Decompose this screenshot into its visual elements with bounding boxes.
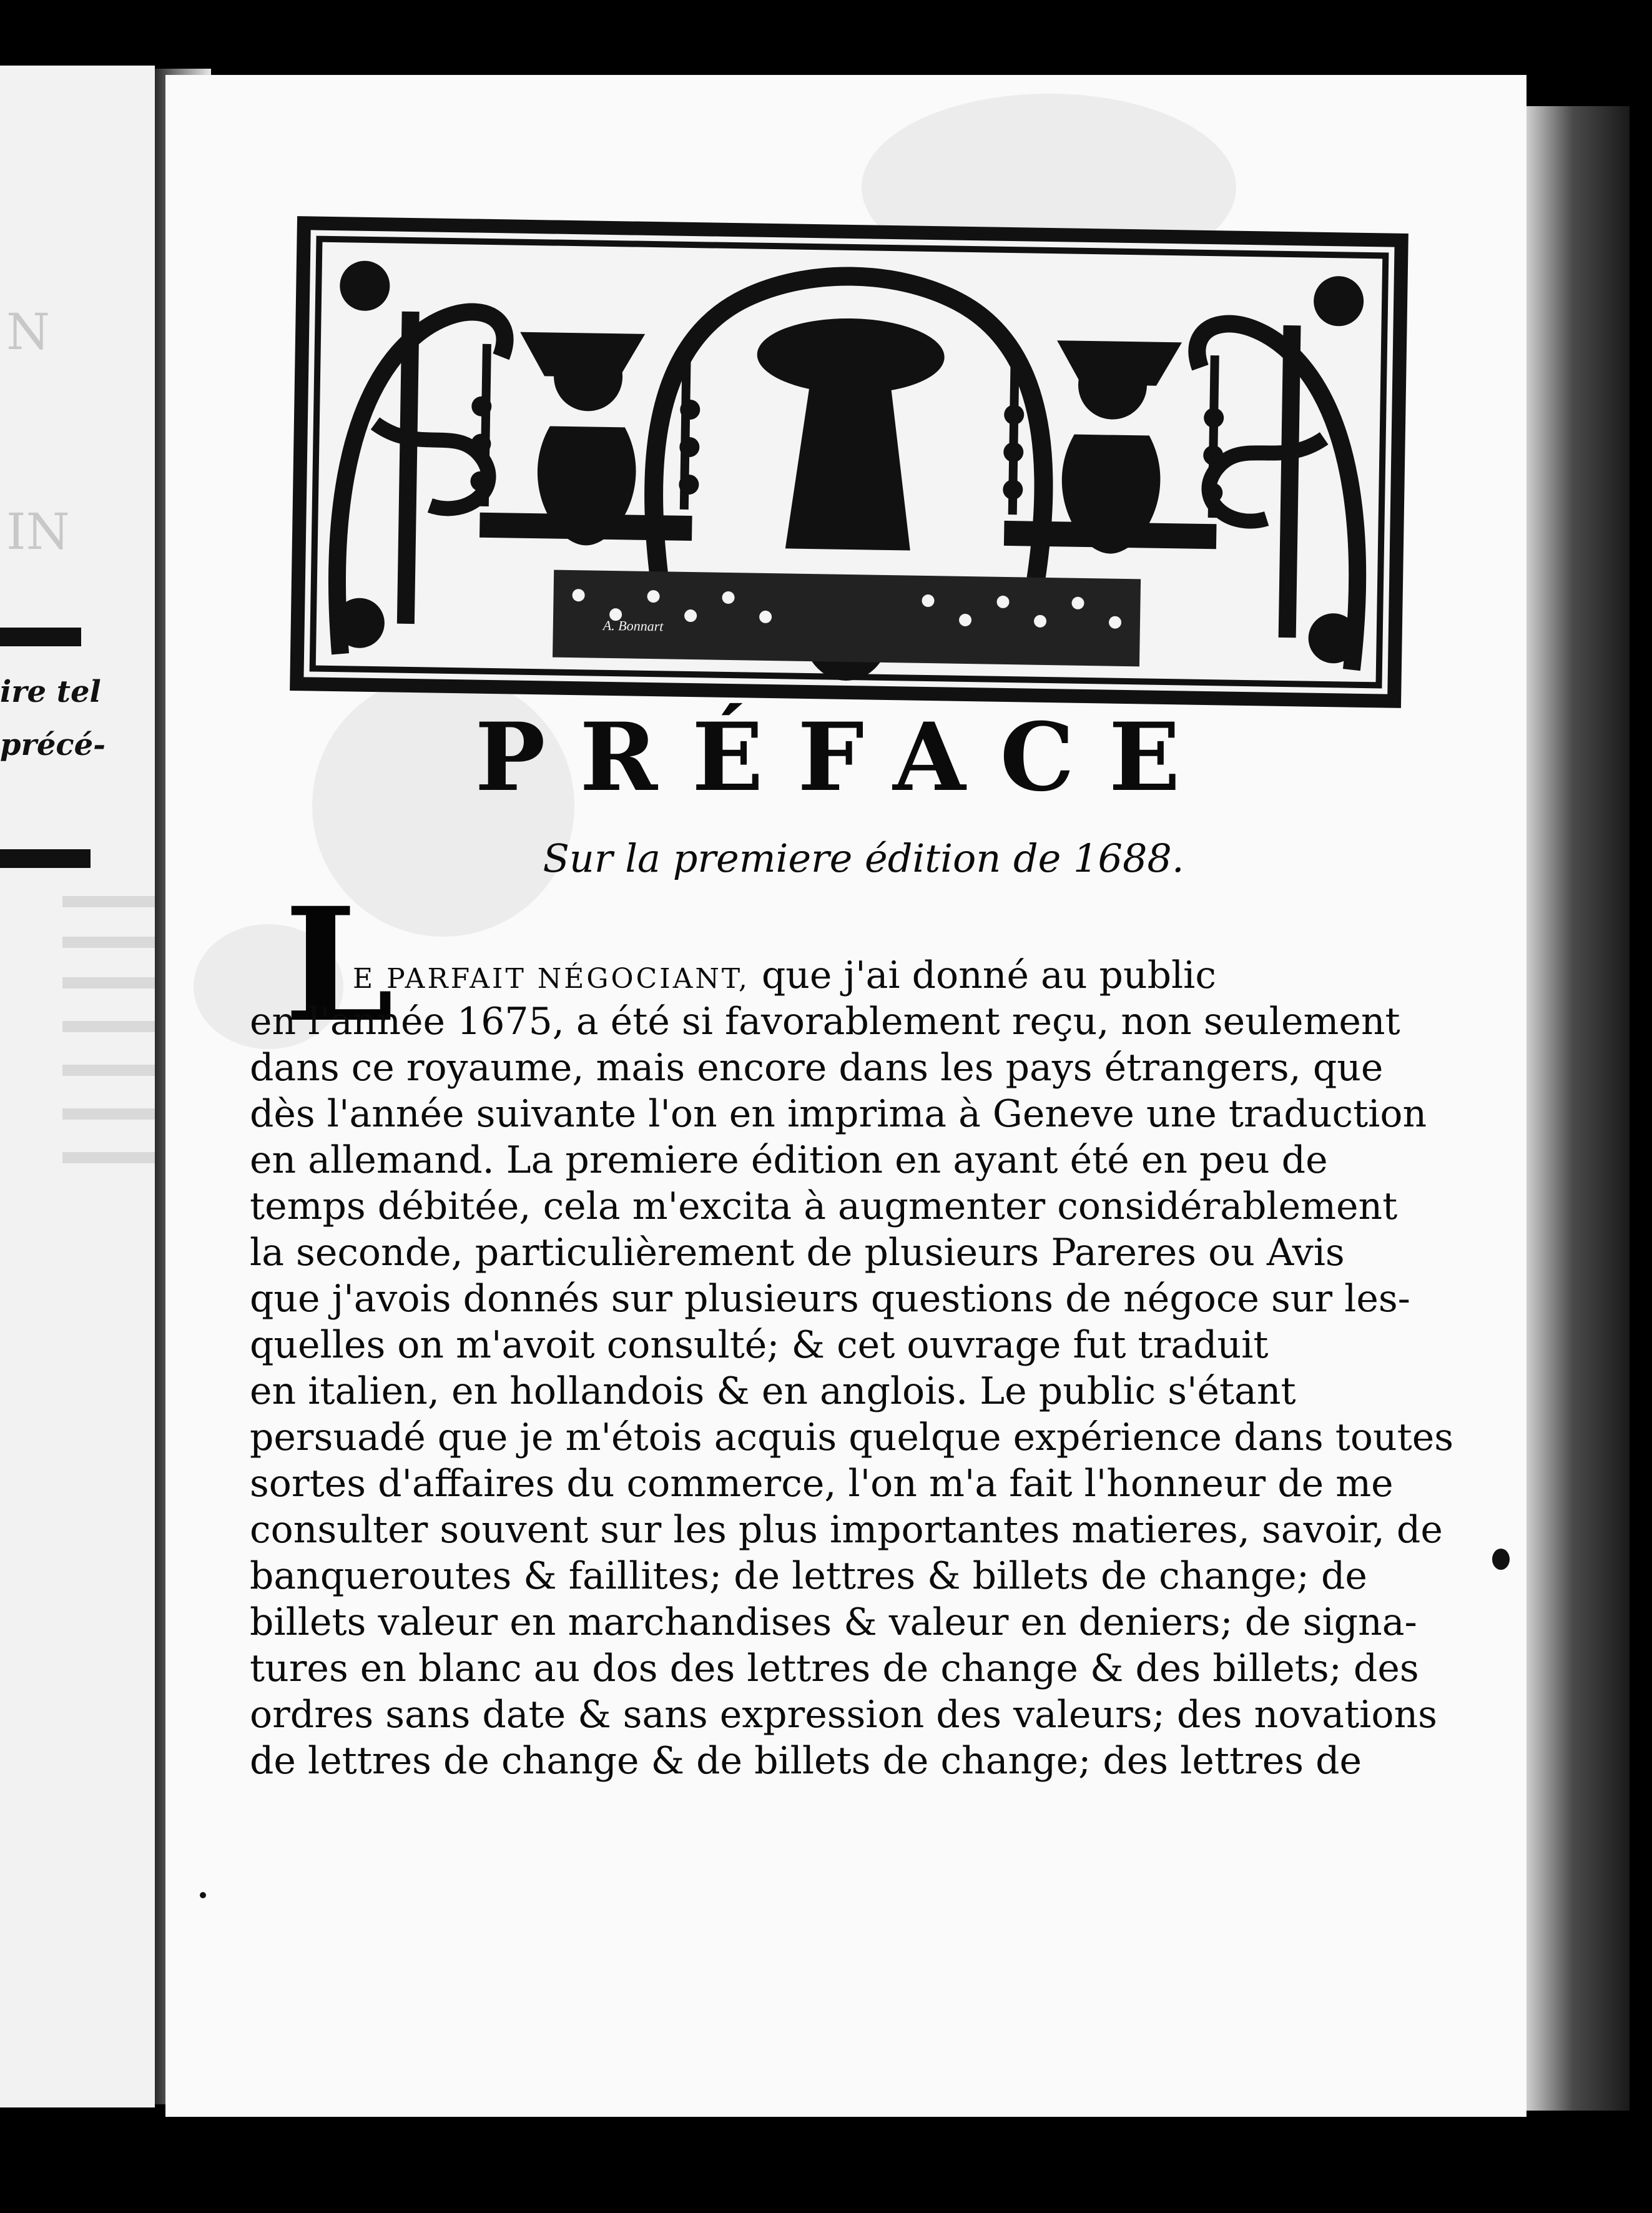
left-page-fragment: précé- [0, 727, 106, 762]
text-line: en italien, en hollandois & en anglois. Le public s'étant [250, 1369, 1296, 1413]
page-edge-shadow [1527, 106, 1630, 2111]
text-line: temps débitée, cela m'excita à augmenter considérablement [250, 1185, 1398, 1228]
text-line-first [250, 952, 1324, 998]
text-line: quelles on m'avoit consulté; & cet ouvrage fut traduit [250, 1323, 1269, 1367]
left-facing-page [0, 66, 155, 2107]
ink-speck [200, 1892, 206, 1898]
bleed-through-line [62, 1152, 156, 1163]
text-line: en allemand. La premiere édition en ayant été en peu de [250, 1138, 1328, 1182]
text-line: en l'année 1675, a été si favorablement reçu, non seulement [250, 1000, 1400, 1043]
preface-body [250, 952, 1454, 1784]
text-line: tures en blanc au dos des lettres de change & des billets; des [250, 1647, 1419, 1690]
bleed-through-line [62, 1108, 156, 1120]
left-page-rule [0, 628, 81, 646]
bleed-through-line [62, 1021, 156, 1032]
text-line: sortes d'affaires du commerce, l'on m'a fait l'honneur de me [250, 1462, 1394, 1506]
text-line: banqueroutes & faillites; de lettres & billets de change; de [250, 1554, 1367, 1598]
text-line: persuadé que je m'étois acquis quelque expérience dans toutes [250, 1416, 1454, 1459]
text-line: ordres sans date & sans expression des valeurs; des novations [250, 1693, 1437, 1737]
ornamental-headpiece [290, 216, 1409, 708]
ghost-lettering: IN [6, 503, 70, 561]
ink-speck [1492, 1549, 1510, 1570]
text-line: que j'avois donnés sur plusieurs questions de négoce sur les- [250, 1277, 1410, 1321]
engraver-signature: A. Bonnart [602, 617, 664, 634]
drop-cap: L [284, 873, 394, 1057]
ghost-lettering: N [6, 303, 50, 361]
headpiece-engraving [290, 216, 1409, 708]
text-line: billets valeur en marchandises & valeur en deniers; de signa- [250, 1600, 1417, 1644]
page-subtitle: Sur la premiere édition de 1688. [543, 835, 1184, 881]
first-line-rest: que j'ai donné au public [749, 954, 1216, 997]
text-line: dans ce royaume, mais encore dans les pays étrangers, que [250, 1046, 1384, 1090]
text-line: la seconde, particulièrement de plusieurs Pareres ou Avis [250, 1231, 1345, 1274]
left-page-fragment: ire tel [0, 674, 101, 709]
page-title: PRÉFACE [474, 702, 1215, 812]
bleed-through-line [62, 896, 156, 907]
bleed-through-line [62, 1065, 156, 1076]
text-line: consulter souvent sur les plus importantes matieres, savoir, de [250, 1508, 1443, 1552]
bleed-through-line [62, 977, 156, 988]
text-line: de lettres de change & de billets de change; des lettres de [250, 1739, 1362, 1783]
bleed-through-line [62, 937, 156, 948]
text-line: dès l'année suivante l'on en imprima à Geneve une traduction [250, 1092, 1427, 1136]
smallcaps-opening: E PARFAIT NÉGOCIANT, [353, 963, 750, 995]
